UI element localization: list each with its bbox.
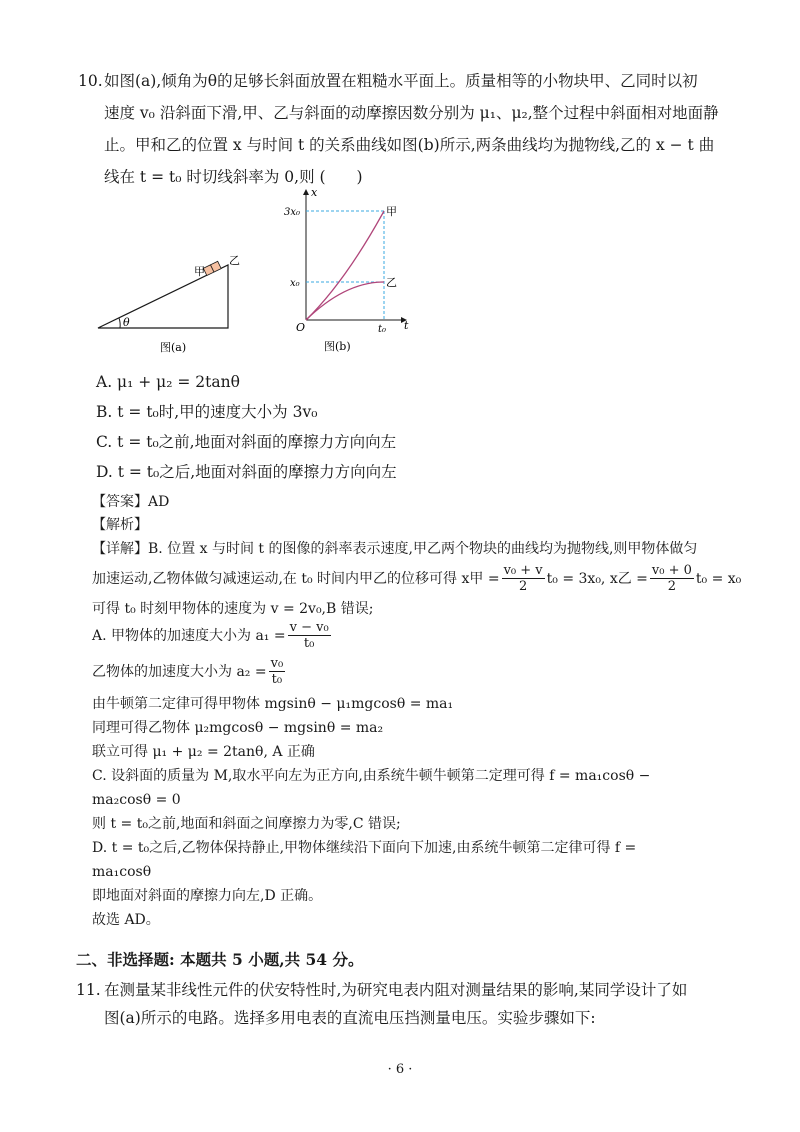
detail-line-6: 由牛顿第二定律可得甲物体 mgsinθ − μ₁mgcosθ = ma₁ xyxy=(92,696,454,712)
detail-line-9: C. 设斜面的质量为 M,取水平向左为正方向,由系统牛顿牛顿第二定理可得 f = ma₁cosθ − xyxy=(92,768,651,784)
detail-line-3: 可得 t₀ 时刻甲物体的速度为 v = 2v₀,B 错误; xyxy=(92,601,374,617)
figure-b-caption: 图(b) xyxy=(324,340,351,353)
angle-arc xyxy=(119,318,120,328)
q10-line2: 速度 v₀ 沿斜面下滑,甲、乙与斜面的动摩擦因数分别为 μ₁、μ₂,整个过程中斜面相对地面静 xyxy=(104,104,719,122)
q10-number: 10. xyxy=(78,72,103,90)
detail-line-2 xyxy=(92,563,741,594)
detail-line-11: 则 t = t₀之前,地面和斜面之间摩擦力为零,C 错误; xyxy=(92,816,401,832)
q11-line2: 图(a)所示的电路。选择多用电表的直流电压挡测量电压。实验步骤如下: xyxy=(104,1009,596,1027)
curve-jia xyxy=(306,211,384,320)
detail-line-2-mid: t₀ = 3x₀, x乙 = xyxy=(546,570,648,587)
figure-a-caption: 图(a) xyxy=(160,341,187,354)
q11-number: 11. xyxy=(76,981,101,999)
figure-a-incline xyxy=(90,245,250,355)
answer: 【答案】AD xyxy=(92,494,170,510)
detail-line-15: 故选 AD。 xyxy=(92,912,160,928)
fraction-a1: $\frac{\text{v − v₀}}{\text{t₀}}$ xyxy=(289,620,329,651)
detail-line-4-text: A. 甲物体的加速度大小为 a₁ = xyxy=(92,627,286,644)
y-tick-3x0: 3x₀ xyxy=(284,207,301,218)
option-b: B. t = t₀时,甲的速度大小为 3v₀ xyxy=(96,403,318,421)
detail-line-10: ma₂cosθ = 0 xyxy=(92,792,181,808)
block-yi-label: 乙 xyxy=(229,254,240,267)
detail-line-2-text: 加速运动,乙物体做匀减速运动,在 t₀ 时间内甲乙的位移可得 x甲 = xyxy=(92,570,500,587)
curve-yi xyxy=(306,282,384,320)
option-a: A. μ₁ + μ₂ = 2tanθ xyxy=(96,373,240,391)
origin-label: O xyxy=(296,321,306,334)
q10-line1: 如图(a),倾角为θ的足够长斜面放置在粗糙水平面上。质量相等的小物块甲、乙同时以初 xyxy=(104,72,698,90)
q11-line1: 在测量某非线性元件的伏安特性时,为研究电表内阻对测量结果的影响,某同学设计了如 xyxy=(104,981,688,999)
q10-line4: 线在 t = t₀ 时切线斜率为 0,则 ( ) xyxy=(104,168,363,186)
x-axis-label: t xyxy=(404,319,409,332)
curve-jia-label: 甲 xyxy=(386,205,397,218)
x-tick-t0: t₀ xyxy=(378,324,387,335)
detail-line-7: 同理可得乙物体 μ₂mgcosθ − mgsinθ = ma₂ xyxy=(92,720,384,736)
q10-line3: 止。甲和乙的位置 x 与时间 t 的关系曲线如图(b)所示,两条曲线均为抛物线,乙的 x − t 曲 xyxy=(104,136,715,154)
option-c: C. t = t₀之前,地面对斜面的摩擦力方向向左 xyxy=(96,433,397,451)
analysis-heading: 【解析】 xyxy=(92,517,148,533)
y-tick-x0: x₀ xyxy=(290,278,300,289)
detail-line-14: 即地面对斜面的摩擦力向左,D 正确。 xyxy=(92,888,323,904)
option-d: D. t = t₀之后,地面对斜面的摩擦力方向向左 xyxy=(96,463,397,481)
angle-label: θ xyxy=(123,316,130,329)
y-axis-label: x xyxy=(311,186,318,199)
detail-line-5-text: 乙物体的加速度大小为 a₂ = xyxy=(92,663,267,680)
block-jia-label: 甲 xyxy=(194,265,205,278)
detail-line-13: ma₁cosθ xyxy=(92,864,152,880)
section-2-title: 二、非选择题: 本题共 5 小题,共 54 分。 xyxy=(76,950,364,969)
fraction-a2: $\frac{\text{v₀}}{\text{t₀}}$ xyxy=(270,656,284,687)
detail-line-4 xyxy=(92,620,333,651)
curve-yi-label: 乙 xyxy=(386,276,397,289)
figure-b-graph xyxy=(280,186,420,358)
fraction-v-jia: $\frac{\text{v₀ + v}}{2}$ xyxy=(503,563,543,594)
detail-line-5 xyxy=(92,656,287,687)
detail-line-8: 联立可得 μ₁ + μ₂ = 2tanθ, A 正确 xyxy=(92,744,315,760)
detail-line-12: D. t = t₀之后,乙物体保持静止,甲物体继续沿下面向下加速,由系统牛顿第二定律可得 f = xyxy=(92,840,637,856)
fraction-v-yi: $\frac{\text{v₀ + 0}}{2}$ xyxy=(651,563,692,594)
page-number: · 6 · xyxy=(387,1062,413,1077)
detail-line-1: 【详解】B. 位置 x 与时间 t 的图像的斜率表示速度,甲乙两个物块的曲线均为抛物线,则甲物体做匀 xyxy=(92,541,698,557)
detail-line-2-end: t₀ = x₀ xyxy=(695,570,742,587)
